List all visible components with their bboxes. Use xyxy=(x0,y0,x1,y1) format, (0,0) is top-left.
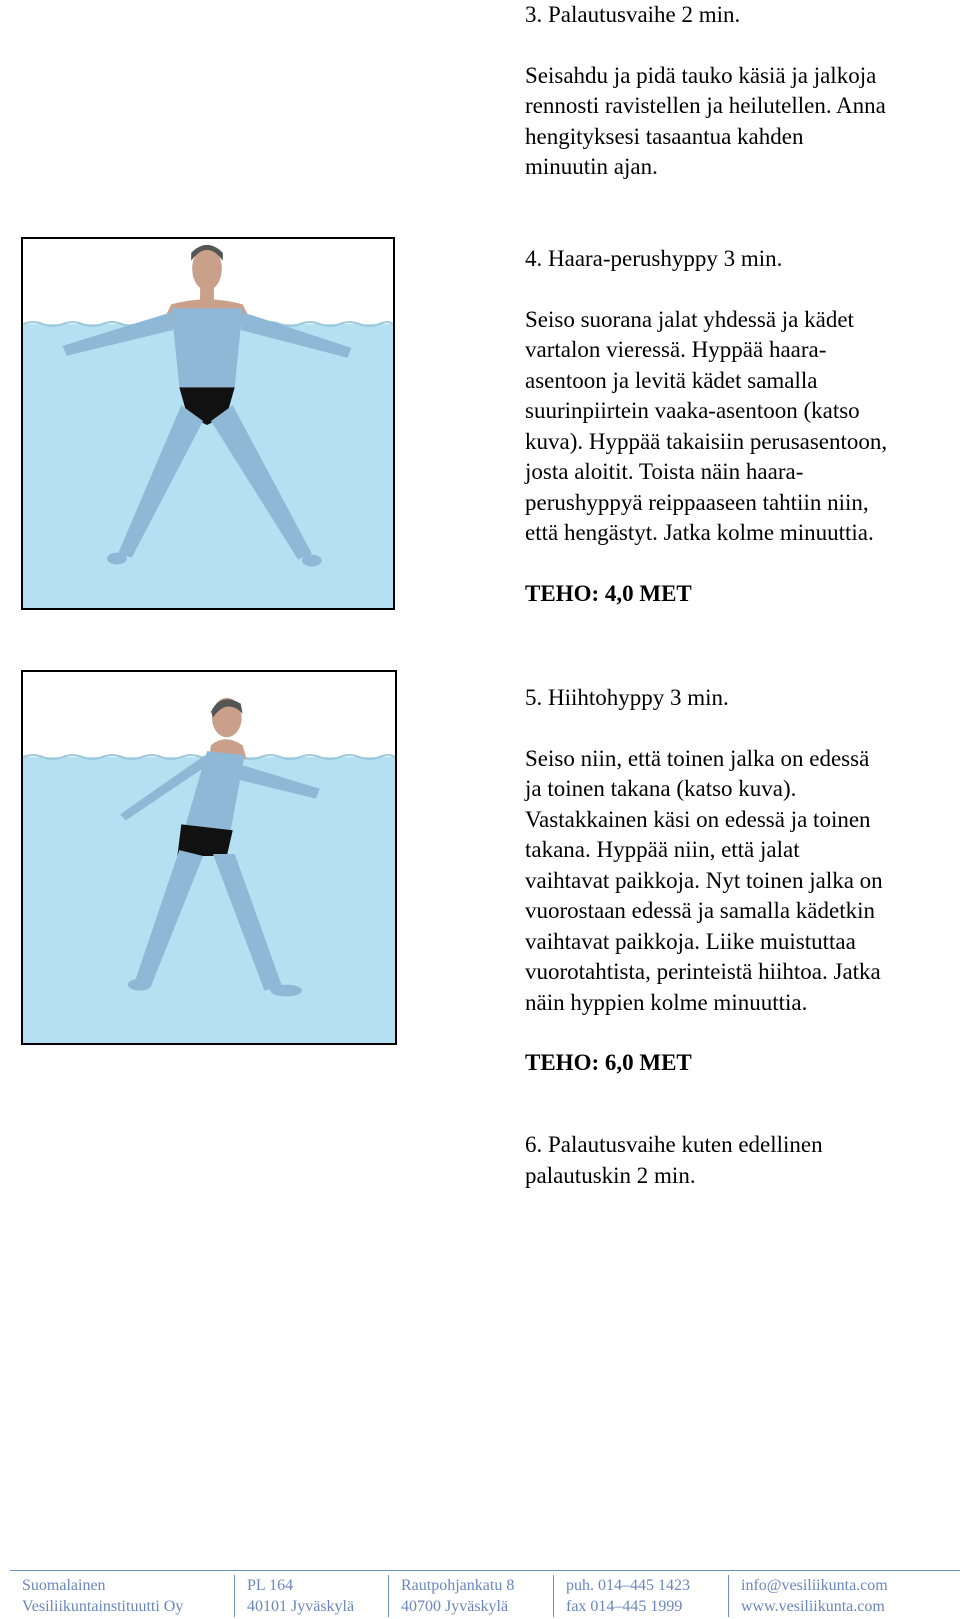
swimmer-star-jump-icon xyxy=(23,239,393,608)
footer-company xyxy=(10,1575,232,1617)
section-3-line: minuutin ajan. xyxy=(525,154,658,179)
section-4-line: Seiso suorana jalat yhdessä ja kädet xyxy=(525,306,854,332)
section-4-line: suurinpiirtein vaaka-asentoon (katso xyxy=(525,398,860,423)
section-4-teho: TEHO: 4,0 MET xyxy=(525,580,692,606)
footer-postal-line: PL 164 xyxy=(247,1577,294,1594)
section-5-line: vaihtavat paikkoja. Nyt toinen jalka on xyxy=(525,867,883,893)
section-5 xyxy=(525,683,955,1079)
section-4-line: vartalon vieressä. Hyppää haara- xyxy=(525,337,827,362)
footer-street xyxy=(388,1575,551,1617)
section-4-line: että hengästyt. Jatka kolme minuuttia. xyxy=(525,520,874,545)
section-5-line: näin hyppien kolme minuuttia. xyxy=(525,989,808,1015)
section-3-line: Seisahdu ja pidä tauko käsiä ja jalkoja xyxy=(525,62,877,88)
footer-company-line: Suomalainen xyxy=(22,1577,106,1594)
footer-web xyxy=(728,1575,946,1617)
section-5-teho: TEHO: 6,0 MET xyxy=(525,1050,692,1075)
section-6-line: palautuskin 2 min. xyxy=(525,1162,696,1188)
section-5-line: Vastakkainen käsi on edessä ja toinen xyxy=(525,806,871,832)
section-6 xyxy=(525,1130,955,1191)
section-5-line: ja toinen takana (katso kuva). xyxy=(525,776,797,801)
footer-postal xyxy=(234,1575,387,1617)
footer-fax-line: fax 014–445 1999 xyxy=(566,1598,683,1615)
section-4-heading: 4. Haara-perushyppy 3 min. xyxy=(525,246,783,271)
section-4-line: asentoon ja levitä kädet samalla xyxy=(525,367,818,393)
section-5-heading: 5. Hiihtohyppy 3 min. xyxy=(525,685,729,710)
section-4 xyxy=(525,244,955,609)
section-4-line: josta aloitit. Toista näin haara- xyxy=(525,459,804,484)
section-4-line: perushyppyä reippaaseen tahtiin niin, xyxy=(525,489,869,515)
section-5-line: vuorotahtista, perinteistä hiihtoa. Jatka xyxy=(525,959,881,984)
section-5-line: vuorostaan edessä ja samalla kädetkin xyxy=(525,898,875,923)
footer-email-link[interactable]: info@vesiliikunta.com xyxy=(741,1577,888,1594)
footer-phone-line: puh. 014–445 1423 xyxy=(566,1577,690,1594)
swimmer-star-jump-illustration xyxy=(21,237,395,610)
section-5-line: Seiso niin, että toinen jalka on edessä xyxy=(525,745,870,771)
section-3-heading: 3. Palautusvaihe 2 min. xyxy=(525,2,741,27)
section-4-line: kuva). Hyppää takaisiin perusasentoon, xyxy=(525,428,888,454)
footer-street-line: 40700 Jyväskylä xyxy=(401,1598,509,1615)
section-3-line: rennosti ravistellen ja heilutellen. Anna xyxy=(525,93,886,118)
footer-street-line: Rautpohjankatu 8 xyxy=(401,1577,515,1594)
section-5-line: vaihtavat paikkoja. Liike muistuttaa xyxy=(525,928,856,954)
swimmer-ski-jump-illustration xyxy=(21,670,397,1045)
swimmer-ski-jump-icon xyxy=(23,672,395,1043)
footer-phone xyxy=(553,1575,726,1617)
section-3 xyxy=(525,0,955,183)
section-3-line: hengityksesi tasaantua kahden xyxy=(525,123,804,149)
section-6-line: 6. Palautusvaihe kuten edellinen xyxy=(525,1132,823,1157)
footer-website-link[interactable]: www.vesiliikunta.com xyxy=(741,1598,885,1615)
page-footer xyxy=(10,1570,960,1617)
footer-company-line: Vesiliikuntainstituutti Oy xyxy=(22,1598,184,1615)
section-5-line: takana. Hyppää niin, että jalat xyxy=(525,837,800,862)
footer-postal-line: 40101 Jyväskylä xyxy=(247,1598,355,1615)
